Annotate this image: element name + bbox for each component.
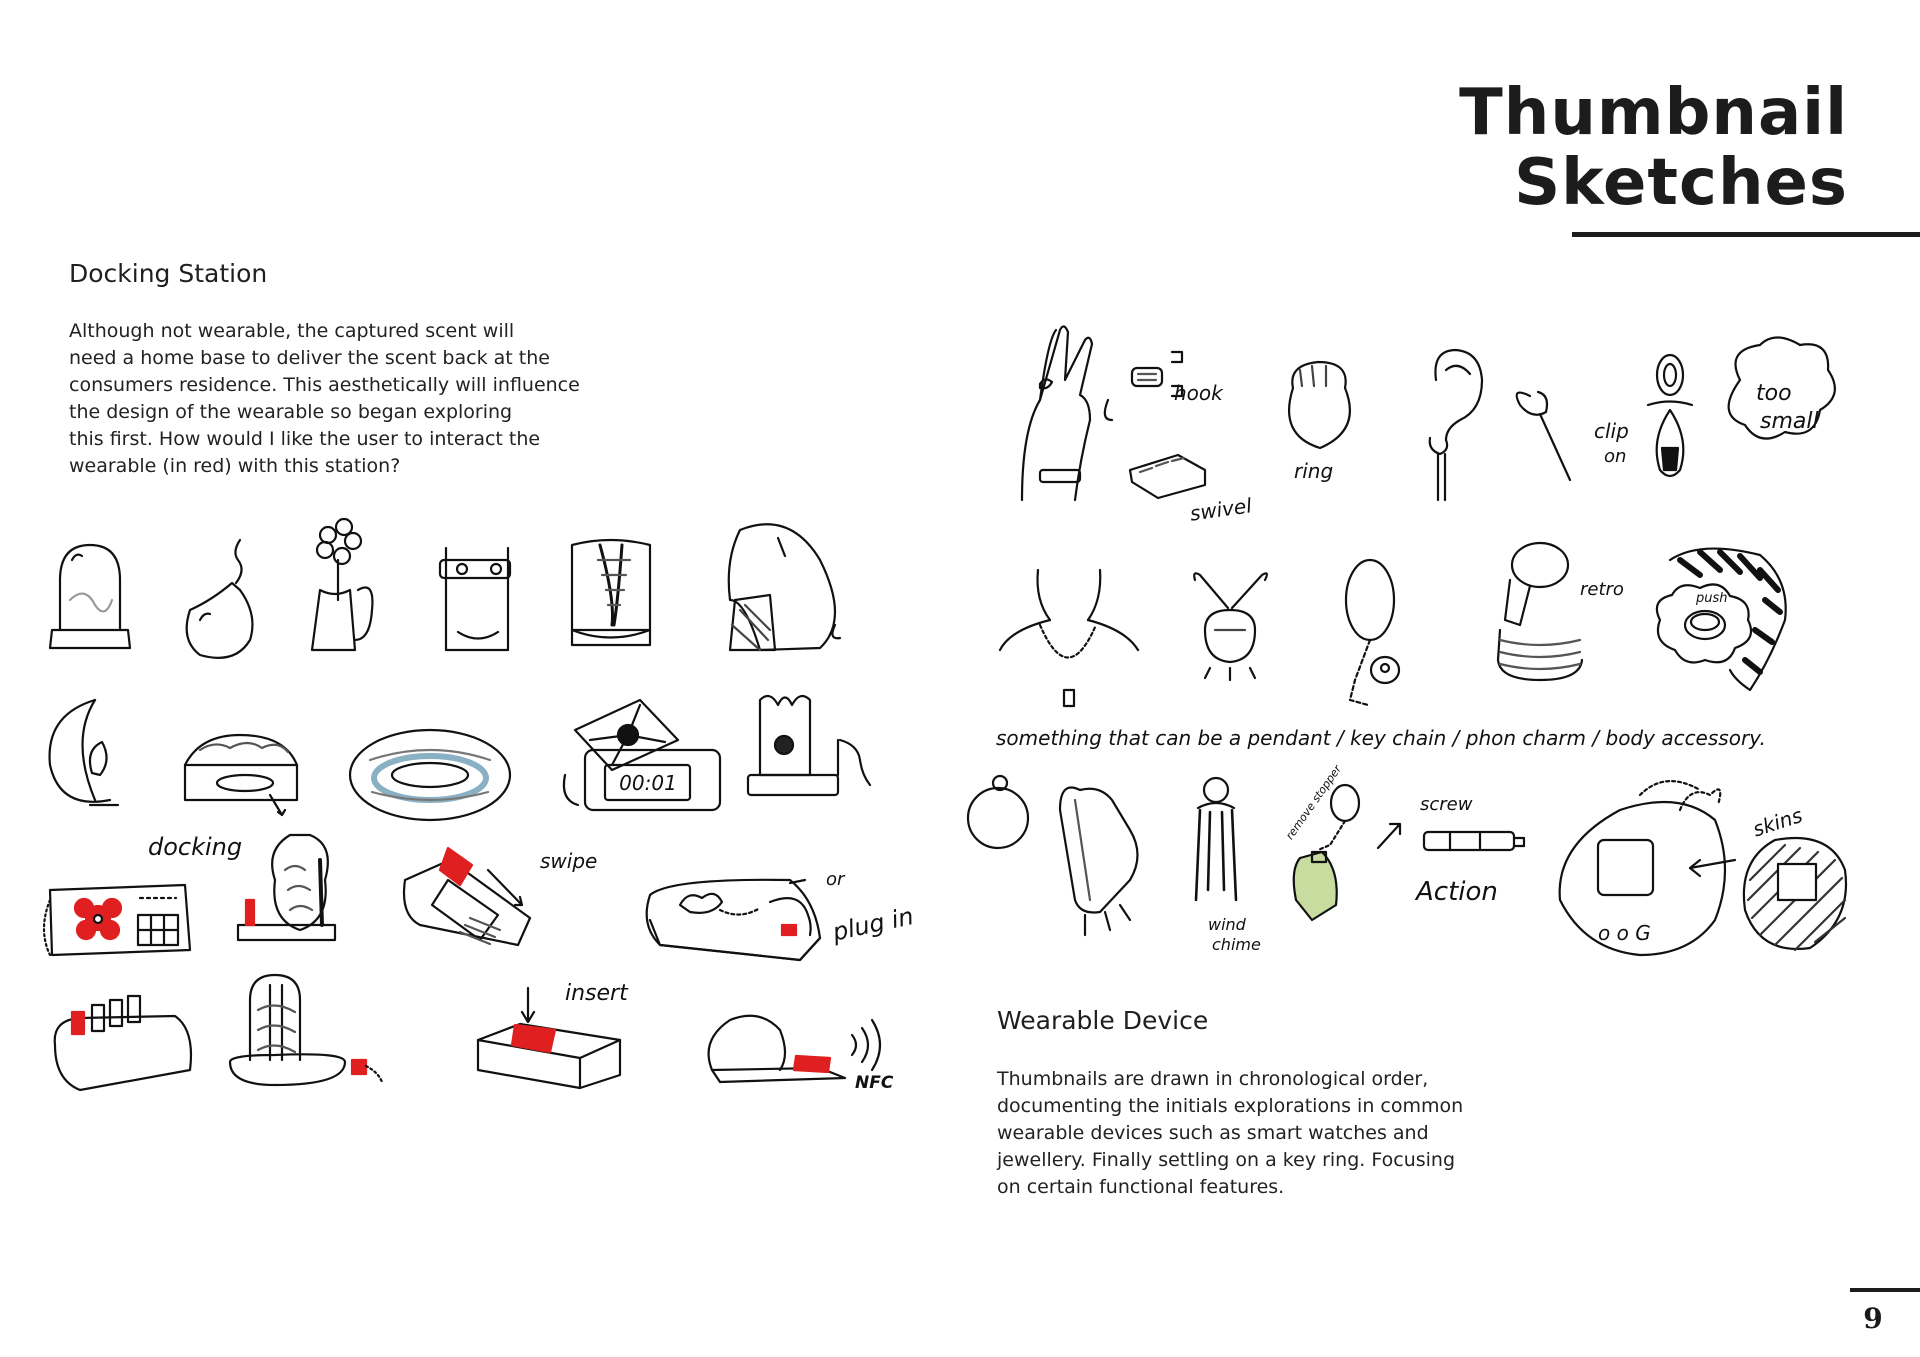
docking-line: wearable (in red) with this station? <box>69 455 401 477</box>
skin-case-sketch <box>1744 838 1846 950</box>
push-label: push <box>1696 591 1728 606</box>
skins-label: skins <box>1749 802 1806 842</box>
hook-label: hook <box>1174 381 1223 405</box>
buttons-label: o o G <box>1598 921 1651 945</box>
page-number: 9 <box>1863 1302 1883 1335</box>
small-label: small <box>1760 409 1819 434</box>
wearable-line: jewellery. Finally settling on a key ring. Focusing <box>997 1149 1456 1171</box>
ring-sketch <box>1289 362 1350 448</box>
on-label: on <box>1604 446 1627 467</box>
docking-line: consumers residence. This aesthetically will influence <box>69 374 580 396</box>
swivel-label: swivel <box>1188 493 1254 526</box>
screw-cylinder-sketch <box>1424 832 1524 850</box>
push-flower-checker-sketch <box>1657 549 1786 690</box>
pendant-drop-sketch <box>1648 355 1692 476</box>
accessory-caption: something that can be a pendant / key chain / phon charm / body accessory. <box>996 726 1766 750</box>
clock-station-sketch <box>564 700 720 810</box>
vase-dock-sketch <box>238 835 335 940</box>
clip-on-sketch <box>1517 392 1570 480</box>
docking-line: need a home base to deliver the scent back at the <box>69 347 550 369</box>
arrow-icon <box>1378 824 1400 848</box>
or-label: or <box>826 869 845 890</box>
docking-line: this first. How would I like the user to interact the <box>69 428 541 450</box>
wearable-line: on certain functional features. <box>997 1176 1285 1198</box>
wind-label: wind <box>1208 915 1246 934</box>
retro-label: retro <box>1580 579 1624 600</box>
docking-line: Although not wearable, the captured scent will <box>69 320 515 342</box>
phone-cradle-sketch <box>748 696 870 795</box>
hook-band-sketch <box>1105 352 1205 498</box>
tornado-jar-sketch <box>572 540 650 645</box>
remove-stopper-label: remove stopper <box>1283 762 1345 843</box>
ring-label: ring <box>1294 459 1334 483</box>
torus-diffuser-sketch <box>350 730 510 820</box>
glass-dome-dock-sketch <box>230 975 382 1085</box>
action-label: Action <box>1416 877 1498 907</box>
wind-chime-sketch <box>1196 778 1236 900</box>
moon-lamp-sketch <box>50 700 118 805</box>
tray-cable-sketch <box>647 880 820 960</box>
bell-jar-sketch <box>50 545 130 648</box>
teardrop-diffuser-sketch <box>187 540 253 658</box>
clip-label: clip <box>1594 419 1629 443</box>
nfc-label: NFC <box>855 1073 894 1093</box>
retro-coil-keychain-sketch <box>1498 543 1582 680</box>
cage-charm-sketch <box>1194 573 1267 680</box>
wearable-line: documenting the initials explorations in common <box>997 1095 1464 1117</box>
hooded-station-sketch <box>729 524 840 650</box>
necklace-figure-sketch <box>1000 570 1138 706</box>
plug-in-label: plug in <box>830 902 917 947</box>
flower-vase-sketch <box>312 519 372 650</box>
insert-label: insert <box>565 981 628 1006</box>
docking-line: the design of the wearable so began exploring <box>69 401 513 423</box>
charging-rack-sketch <box>55 996 191 1090</box>
card-reader-sketch <box>404 848 530 945</box>
wearable-line: Thumbnails are drawn in chronological order, <box>997 1068 1429 1090</box>
carabiner-sketch <box>1060 788 1138 936</box>
title-line-1: Thumbnail <box>1459 76 1848 150</box>
flower-telephone-sketch <box>44 885 190 955</box>
wearable-heading: Wearable Device <box>997 1006 1209 1035</box>
arrow-left-icon <box>1690 860 1735 876</box>
round-pendant-sketch <box>968 776 1028 848</box>
docking-heading: Docking Station <box>69 259 268 288</box>
hand-with-watch-sketch <box>1022 326 1092 500</box>
block-diffuser-sketch <box>185 735 297 815</box>
title-line-2: Sketches <box>1514 146 1848 220</box>
cylinder-dispenser-sketch <box>440 548 510 650</box>
ear-sketch <box>1430 350 1482 500</box>
wearable-line: wearable devices such as smart watches and <box>997 1122 1429 1144</box>
clock-time-label: 00:01 <box>619 771 677 795</box>
key-fob-sketch <box>1346 560 1399 705</box>
chime-label: chime <box>1212 935 1261 954</box>
too-label: too <box>1756 381 1792 406</box>
screw-label: screw <box>1420 794 1473 815</box>
swipe-label: swipe <box>540 849 598 873</box>
docking-label: docking <box>148 833 243 861</box>
